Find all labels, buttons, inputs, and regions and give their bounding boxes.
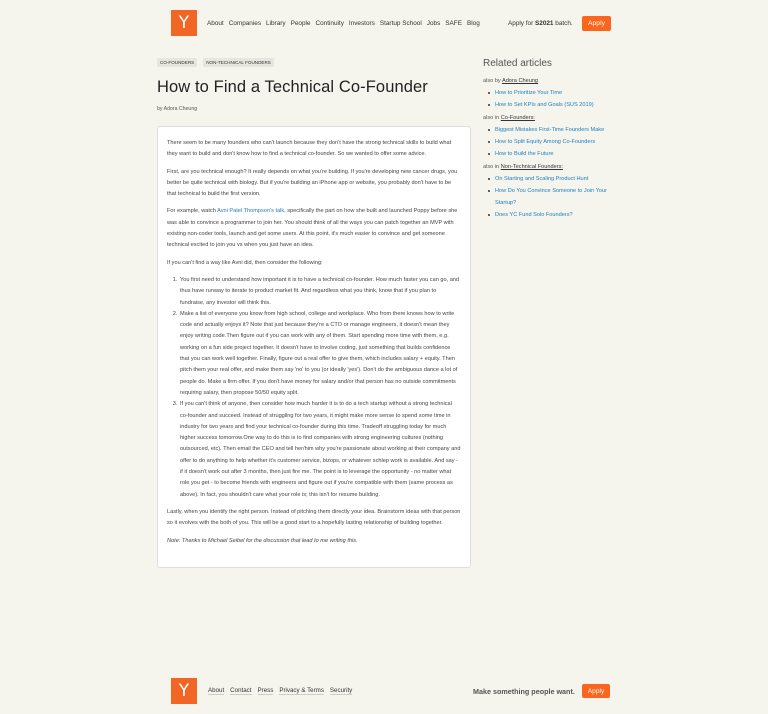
footer-about[interactable]: About xyxy=(208,687,225,694)
nav-about[interactable]: About xyxy=(207,20,224,27)
related-group-author xyxy=(483,78,613,84)
related-link[interactable]: How to Prioritize Your Time xyxy=(483,87,613,99)
nav-people[interactable]: People xyxy=(290,20,311,27)
related-list-co-founders xyxy=(483,124,613,160)
list-item: 3. If you can't think of anyone, then consider how much harder it is to do a tech startup without a strong technical co-founder and succeed. Instead of struggling for two years, it might make more sense to spend some time in industry for two years and find your technical co-founder during this time. Tradeoff struggling today for much higher success tomorrow.One way to do this is to find companies with strong engineering cultures (nothing outsourced, etc). Then email the CEO and tell her/him why you're passionate about working at their company and offer to do anything to help whether it's customer service, bizops, or whatever schlep work is available. And say - if it doesn't work out after 3 months, then just fire me. The point is to leverage the opportunity - no matter what role you get - to become friends with engineers and figure out if you're compatible with them (same process as above). In fact, you shouldn't care what your role is; this isn't for resume building. xyxy=(179,399,461,501)
group-prefix: also in xyxy=(483,164,501,170)
nav-startup-school[interactable]: Startup School xyxy=(379,20,422,27)
nav-library[interactable]: Library xyxy=(266,20,286,27)
related-link[interactable]: How to Set KPIs and Goals (SUS 2019) xyxy=(483,99,613,111)
apply-batch: S2021 xyxy=(535,20,554,27)
nav-companies[interactable]: Companies xyxy=(228,20,262,27)
footer-apply-button[interactable]: Apply xyxy=(582,684,610,698)
related-link[interactable]: Biggest Mistakes First-Time Founders Make xyxy=(483,124,613,136)
article xyxy=(157,58,471,568)
paragraph-lastly: Lastly, when you identify the right person. Instead of pitching them directly your idea. Brainstorm ideas with that person so it evolves with the both of you. This will be a good start to a hopefully lasting relationship of building together. xyxy=(167,508,461,527)
tag-non-technical-founders[interactable]: NON-TECHNICAL FOUNDERS xyxy=(203,58,274,67)
nav-jobs[interactable]: Jobs xyxy=(426,20,441,27)
tag-list xyxy=(157,58,471,67)
footer-press[interactable]: Press xyxy=(257,687,274,694)
paragraph-intro: There seem to be many founders who can't launch because they don't have the strong technical skills to build what they want to build and don't know how to find a technical co-founder. So we wanted to offer some advice. xyxy=(167,140,452,158)
apply-prefix: Apply for xyxy=(508,20,535,27)
related-link[interactable]: How to Build the Future xyxy=(483,148,613,160)
group-prefix: also in xyxy=(483,115,501,121)
footer-security[interactable]: Security xyxy=(329,687,353,694)
site-header xyxy=(171,10,611,38)
site-footer xyxy=(171,678,611,704)
paragraph-example-end: , specifically the part on how she built and launched Poppy before she was able to convince a programmer to join her. You should think of all the ways you can patch together an MVP with existing non-coder tools, launch and get some users. At this point, it's much easier to convince and get someone technical excited to join you vs when you just have an idea. xyxy=(167,208,458,249)
yc-logo[interactable]: Y xyxy=(171,10,197,36)
paragraph-example xyxy=(167,206,461,251)
footer-contact[interactable]: Contact xyxy=(230,687,252,694)
footer-tagline: Make something people want. xyxy=(473,687,575,696)
footer-privacy-terms[interactable]: Privacy & Terms xyxy=(279,687,324,694)
related-link[interactable]: How to Split Equity Among Co-Founders xyxy=(483,136,613,148)
related-group-non-technical xyxy=(483,164,613,170)
apply-button[interactable]: Apply xyxy=(582,16,611,31)
avni-talk-link[interactable]: Avni Patel Thompson's talk xyxy=(217,208,285,215)
list-item: 2. Make a list of everyone you know from high school, college and workplace. Who from there knows how to write code and actually enjoys it? Note that just because they're a CTO or manage engineers, it doesn't mean they enjoy writing code.Then figure out if you can work with any of them. Start spending more time with them, e.g. working on a fun side project together. It doesn't have to involve coding, just something that builds confidence that you can work well together. Finally, figure out a real offer to give them, which includes salary + equity. Then pitch them your real offer, and make them say 'no' to you (or ideally 'yes'). Don't do the ambiguous dance a lot of people do. Make a firm offer. If you don't have money for salary and/or that person has no outside commitments requiring salary, then propose 50/50 equity split. xyxy=(179,309,461,399)
related-link[interactable]: Does YC Fund Solo Founders? xyxy=(483,209,613,221)
tag-co-founders[interactable]: CO-FOUNDERS xyxy=(157,58,197,67)
nav-blog[interactable]: Blog xyxy=(466,20,480,27)
related-link[interactable]: On Starting and Scaling Product Hunt xyxy=(483,173,613,185)
article-title: How to Find a Technical Co-Founder xyxy=(157,78,428,96)
yc-logo-footer[interactable]: Y xyxy=(171,678,197,704)
related-list-author xyxy=(483,87,613,111)
paragraph-consider: If you can't find a way like Avni did, then consider the following: xyxy=(167,259,323,266)
paragraph-example-start: For example, watch xyxy=(167,208,218,215)
steps-list xyxy=(173,275,461,501)
related-group-co-founders xyxy=(483,115,613,121)
note-thanks: Note: Thanks to Michael Seibel for the discussion that lead to me writing this. xyxy=(167,537,358,544)
related-articles-title: Related articles xyxy=(483,58,552,69)
related-link[interactable]: How Do You Convince Someone to Join Your Startup? xyxy=(483,185,613,209)
co-founders-category-link[interactable]: Co-Founders: xyxy=(500,115,535,121)
nav-continuity[interactable]: Continuity xyxy=(315,20,344,27)
apply-batch-text xyxy=(508,20,573,27)
paragraph-technical-enough: First, are you technical enough? It really depends on what you're building. If you're developing new cancer drugs, you better be quite technical with biology. But if you're building an iPhone app or website, you probably don't have to be that technical to build the first version. xyxy=(167,168,458,198)
nav-safe[interactable]: SAFE xyxy=(445,20,462,27)
list-item: 1. You first need to understand how important it is to have a technical co-founder. How much faster you can go, and thus have runway to iterate to product market fit. And regardless what you think, know that if you plan to fundraise, any investor will think this. xyxy=(179,275,461,309)
related-articles xyxy=(483,58,613,224)
group-prefix: also by xyxy=(483,78,502,84)
related-list-non-technical xyxy=(483,173,613,221)
non-technical-category-link[interactable]: Non-Technical Founders: xyxy=(500,164,563,170)
footer-nav xyxy=(208,687,352,695)
article-body xyxy=(157,126,471,568)
main-nav xyxy=(207,20,480,27)
apply-suffix: batch. xyxy=(553,20,573,27)
nav-investors[interactable]: Investors xyxy=(348,20,375,27)
article-byline: by Adora Cheung xyxy=(157,106,198,112)
author-link[interactable]: Adora Cheung xyxy=(501,78,539,84)
